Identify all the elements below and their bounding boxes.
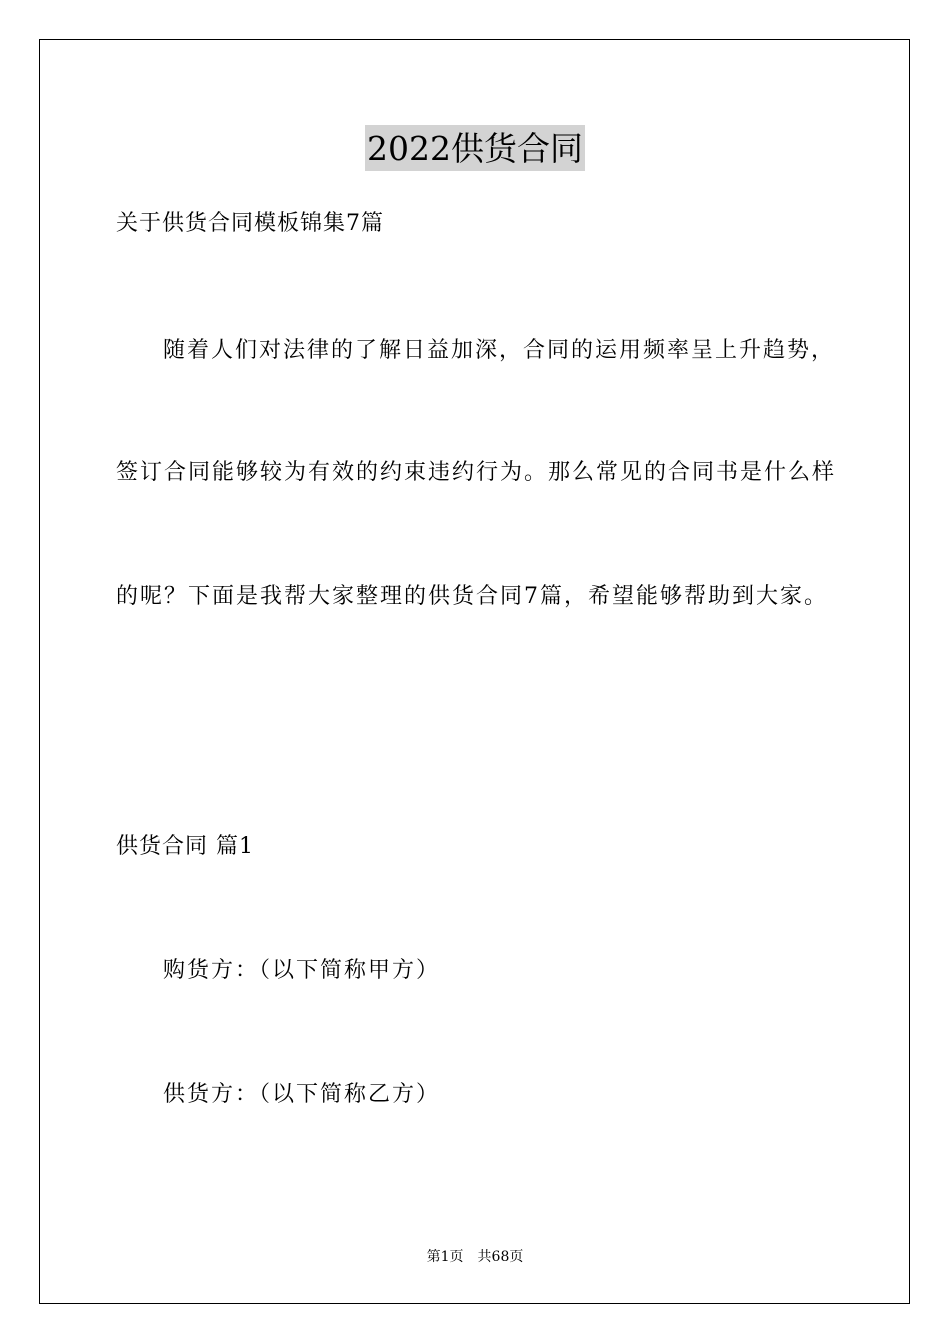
section-heading: 供货合同 篇1 bbox=[116, 834, 254, 859]
intro-paragraph-line-3: 的呢？下面是我帮大家整理的供货合同7篇，希望能够帮助到大家。 bbox=[116, 584, 828, 609]
intro-paragraph-line-2: 签订合同能够较为有效的约束违约行为。那么常见的合同书是什么样 bbox=[116, 460, 837, 485]
document-title: 2022供货合同 bbox=[365, 125, 585, 171]
page-footer bbox=[0, 1247, 950, 1267]
seller-line: 供货方：（以下简称乙方） bbox=[163, 1082, 441, 1107]
page-number-total: 共68页 bbox=[477, 1249, 524, 1265]
page-number-current: 第1页 bbox=[426, 1249, 464, 1265]
title-container bbox=[0, 125, 950, 171]
buyer-line: 购货方：（以下简称甲方） bbox=[163, 958, 441, 983]
intro-paragraph-line-1: 随着人们对法律的了解日益加深，合同的运用频率呈上升趋势， bbox=[163, 338, 836, 363]
document-subtitle: 关于供货合同模板锦集7篇 bbox=[116, 211, 384, 236]
